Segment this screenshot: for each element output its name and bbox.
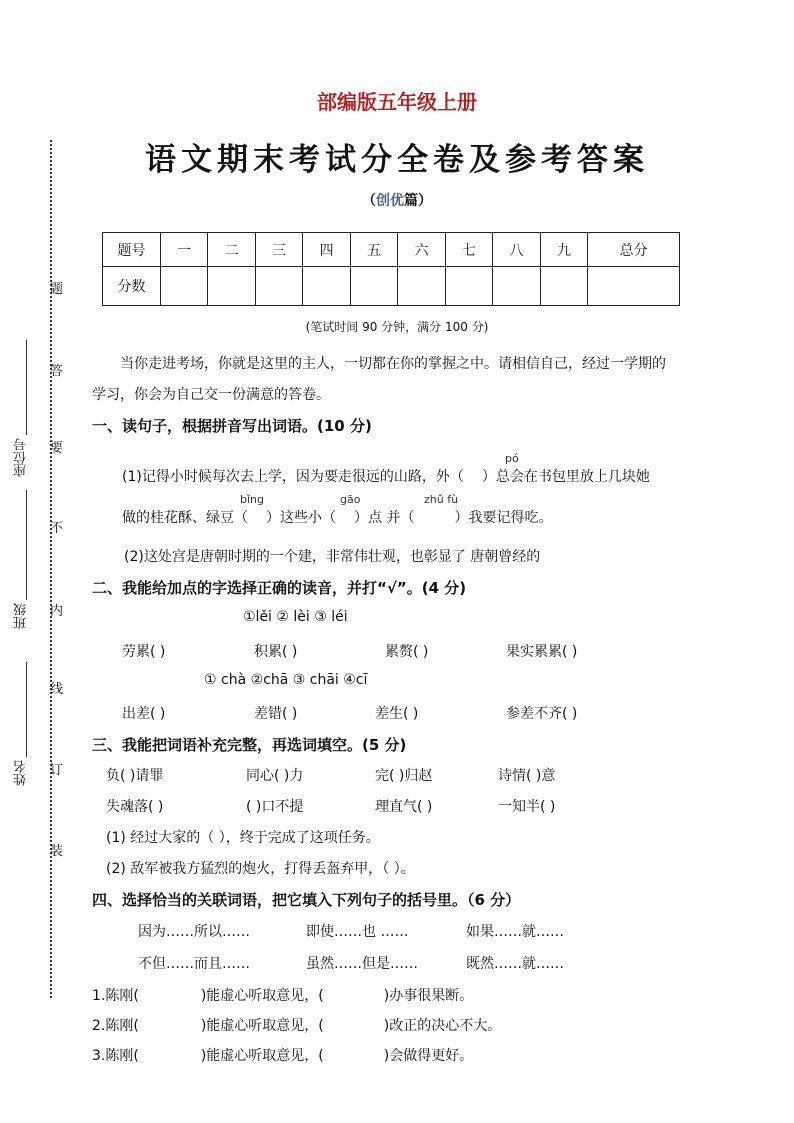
q4-text: 2.陈刚( xyxy=(92,1018,139,1034)
question-4-title: 四、选择恰当的关联词语，把它填入下列句子的括号里。（6 分） xyxy=(92,891,521,909)
q1-text: 做的桂花酥、绿豆（ xyxy=(122,510,248,526)
score-header-cell: 七 xyxy=(445,233,492,267)
pinyin-zhufu: zhǔ fù xyxy=(424,493,459,506)
q4-sentence-1 xyxy=(92,985,473,1005)
q2-item[interactable]: 参差不齐( ) xyxy=(506,706,578,722)
conjunction-option: 因为……所以…… xyxy=(138,924,250,940)
pinyin-options-cha: ① chà ②chā ③ chāi ④cī xyxy=(204,672,368,688)
idiom-item[interactable]: 理直气( ) xyxy=(375,799,433,815)
score-input-cell[interactable] xyxy=(303,267,350,306)
pinyin-po: pó xyxy=(505,452,519,465)
q1-text: (1)记得小时候每次去上学，因为要走很远的山路，外（ xyxy=(122,469,464,485)
intro-line: 当你走进考场，你就是这里的主人，一切都在你的掌握之中。请相信自己，经过一学期的 xyxy=(120,356,666,372)
score-header-cell: 总分 xyxy=(588,233,680,267)
score-header-cell: 四 xyxy=(303,233,350,267)
binding-dotted-line xyxy=(50,140,52,998)
q2-item[interactable]: 差生( ) xyxy=(375,706,419,722)
score-input-cell[interactable] xyxy=(208,267,255,306)
question-3-title: 三、我能把词语补充完整，再选词填空。(5 分) xyxy=(92,736,407,754)
q2-item[interactable]: 果实累累( ) xyxy=(506,644,578,660)
score-header-cell: 六 xyxy=(398,233,445,267)
q2-item[interactable]: 积累( ) xyxy=(254,644,298,660)
q1-sentence-1 xyxy=(122,466,650,486)
score-header-cell: 三 xyxy=(255,233,302,267)
score-header-cell: 八 xyxy=(493,233,540,267)
idiom-item[interactable]: 失魂落( ) xyxy=(106,799,164,815)
conjunction-option: 既然……就…… xyxy=(466,956,564,972)
q4-text: )会做得更好。 xyxy=(383,1048,474,1064)
pinyin-bing: bǐng xyxy=(240,493,264,506)
q4-sentence-2 xyxy=(92,1015,501,1035)
margin-char: 订 xyxy=(50,763,64,778)
q1-text: ）我要记得吃。 xyxy=(454,510,553,526)
conjunction-option: 即使……也 …… xyxy=(306,924,409,940)
conjunction-option: 如果……就…… xyxy=(466,924,564,940)
idiom-item[interactable]: 负( )请罪 xyxy=(106,768,164,784)
seat-number-rule xyxy=(26,340,27,435)
q2-item[interactable]: 劳累( ) xyxy=(122,644,166,660)
margin-char: 内 xyxy=(50,604,64,619)
exam-title: 语文期末考试分全卷及参考答案 xyxy=(145,142,649,178)
score-header-cell: 五 xyxy=(350,233,397,267)
q4-sentence-3 xyxy=(92,1045,473,1065)
score-header-cell: 二 xyxy=(208,233,255,267)
name-rule xyxy=(26,662,27,757)
q2-item[interactable]: 累赘( ) xyxy=(385,644,429,660)
q3-fill-sentence[interactable]: (2) 敌军被我方猛烈的炮火，打得丢盔弃甲，（ ）。 xyxy=(106,861,415,877)
q2-item[interactable]: 差错( ) xyxy=(254,706,298,722)
seat-number-label: 座位号 xyxy=(14,438,29,477)
score-table xyxy=(102,232,680,306)
score-input-cell[interactable] xyxy=(445,267,492,306)
score-row-label: 分数 xyxy=(103,267,161,306)
edition-label xyxy=(0,190,794,210)
idiom-item[interactable]: 同心( )力 xyxy=(246,768,304,784)
exam-subtitle: 部编版五年级上册 xyxy=(317,90,477,114)
margin-char: 要 xyxy=(50,441,64,456)
score-input-cell[interactable] xyxy=(255,267,302,306)
idiom-item[interactable]: 完( )归赵 xyxy=(375,768,433,784)
q1-text: ）总会在书包里放上几块她 xyxy=(481,469,650,485)
pinyin-gao: gāo xyxy=(340,493,361,506)
margin-char: 答 xyxy=(50,364,64,379)
q4-text: )能虚心听取意见，( xyxy=(200,1048,324,1064)
score-input-cell[interactable] xyxy=(398,267,445,306)
q1-sentence-2: (2)这处宫是唐朝时期的一个建，非常伟壮观，也彰显了 唐朝曾经的 xyxy=(124,549,541,565)
idiom-item[interactable]: ( )口不提 xyxy=(246,799,304,815)
score-header-cell: 一 xyxy=(161,233,208,267)
score-input-cell[interactable] xyxy=(493,267,540,306)
class-rule xyxy=(26,490,27,600)
q4-text: )能虚心听取意见，( xyxy=(200,988,324,1004)
pinyin-options-lei: ①lěi ② lèi ③ léi xyxy=(243,609,348,625)
score-input-cell[interactable] xyxy=(540,267,587,306)
score-header-cell: 题号 xyxy=(103,233,161,267)
name-label: 姓名 xyxy=(14,760,29,786)
q3-fill-sentence[interactable]: (1) 经过大家的（ ），终于完成了这项任务。 xyxy=(106,830,380,846)
q4-text: )改正的决心不大。 xyxy=(383,1018,502,1034)
score-header-cell: 九 xyxy=(540,233,587,267)
margin-char: 不 xyxy=(50,521,64,536)
margin-char: 装 xyxy=(50,844,64,859)
q2-item[interactable]: 出差( ) xyxy=(122,706,166,722)
q1-sentence-1b xyxy=(122,507,552,527)
q1-text: ）点 并（ xyxy=(354,510,415,526)
edition-close: 篇） xyxy=(404,193,432,209)
margin-char: 线 xyxy=(50,682,64,697)
conjunction-option: 虽然……但是…… xyxy=(306,956,418,972)
class-label: 班级 xyxy=(14,603,29,629)
question-1-title: 一、读句子，根据拼音写出词语。(10 分) xyxy=(92,417,372,435)
exam-time-note: (笔试时间 90 分钟，满分 100 分) xyxy=(305,320,489,334)
conjunction-option: 不但……而且…… xyxy=(138,956,250,972)
idiom-item[interactable]: 一知半( ) xyxy=(498,799,556,815)
edition-open: （ xyxy=(362,193,376,209)
q4-text: )办事很果断。 xyxy=(383,988,474,1004)
margin-char: 题 xyxy=(50,282,64,297)
edition-name: 创优 xyxy=(376,193,404,209)
q4-text: )能虚心听取意见，( xyxy=(200,1018,324,1034)
intro-line: 学习，你会为自己交一份满意的答卷。 xyxy=(92,387,330,403)
q1-text: ）这些小（ xyxy=(266,510,336,526)
question-2-title: 二、我能给加点的字选择正确的读音，并打“√”。(4 分) xyxy=(92,579,467,597)
idiom-item[interactable]: 诗情( )意 xyxy=(498,768,556,784)
score-input-cell[interactable] xyxy=(350,267,397,306)
q4-text: 1.陈刚( xyxy=(92,988,139,1004)
score-input-cell[interactable] xyxy=(588,267,680,306)
q4-text: 3.陈刚( xyxy=(92,1048,139,1064)
score-input-cell[interactable] xyxy=(161,267,208,306)
